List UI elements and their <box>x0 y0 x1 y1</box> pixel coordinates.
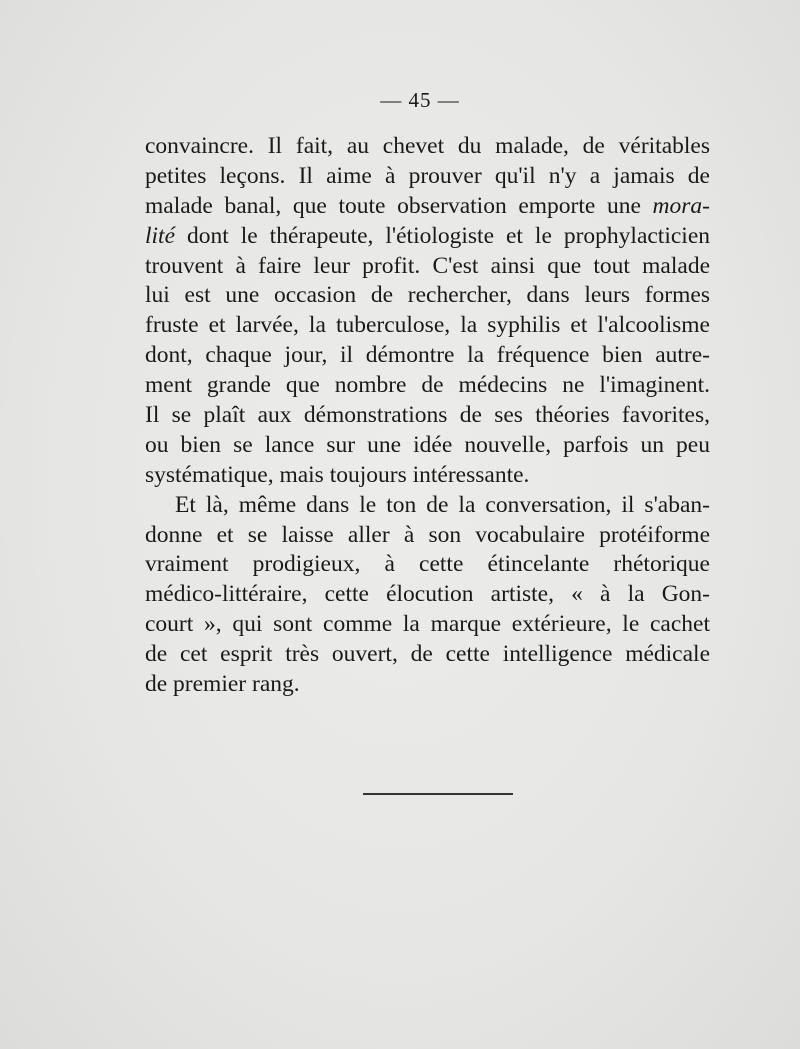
text-line: lui est une occasion de rechercher, dans leurs formes <box>145 282 710 309</box>
text-line: donne et se laisse aller à son vocabulaire protéiforme <box>145 521 710 548</box>
body-text <box>145 132 710 700</box>
text-line: petites leçons. Il aime à prouver qu'il n'y a jamais de <box>145 162 710 189</box>
text-line: dont, chaque jour, il démontre la fréquence bien autre- <box>145 342 710 369</box>
text-line: Il se plaît aux démonstrations de ses théories favorites, <box>145 402 710 429</box>
text-line: de premier rang. <box>145 671 300 698</box>
text-line: convaincre. Il fait, au chevet du malade, de véritables <box>145 133 710 159</box>
text-line: ou bien se lance sur une idée nouvelle, parfois un peu <box>145 431 710 458</box>
text-line: trouvent à faire leur profit. C'est ainsi que tout malade <box>145 252 710 279</box>
section-divider <box>363 793 513 795</box>
text-line: Et là, même dans le ton de la conversation, il s'aban- <box>175 491 710 518</box>
text-line: court », qui sont comme la marque extérieure, le cachet <box>145 611 710 638</box>
text-line: systématique, mais toujours intéressante. <box>145 461 530 488</box>
text-line: fruste et larvée, la tuberculose, la syphilis et l'alcoolisme <box>145 312 710 339</box>
text-line: ment grande que nombre de médecins ne l'imaginent. <box>145 372 710 399</box>
italic-word: mora- <box>652 192 710 219</box>
page-number: — 45 — <box>380 88 460 112</box>
text-line: malade banal, que toute observation emporte une mora- <box>145 192 710 219</box>
text-line: médico-littéraire, cette élocution artiste, « à la Gon- <box>145 581 710 608</box>
text-line: lité dont le thérapeute, l'étiologiste et le prophylacticien <box>145 222 710 249</box>
text-line: de cet esprit très ouvert, de cette intelligence médicale <box>145 641 710 668</box>
text-line: vraiment prodigieux, à cette étincelante rhétorique <box>145 551 710 578</box>
italic-word: lité <box>145 222 176 249</box>
